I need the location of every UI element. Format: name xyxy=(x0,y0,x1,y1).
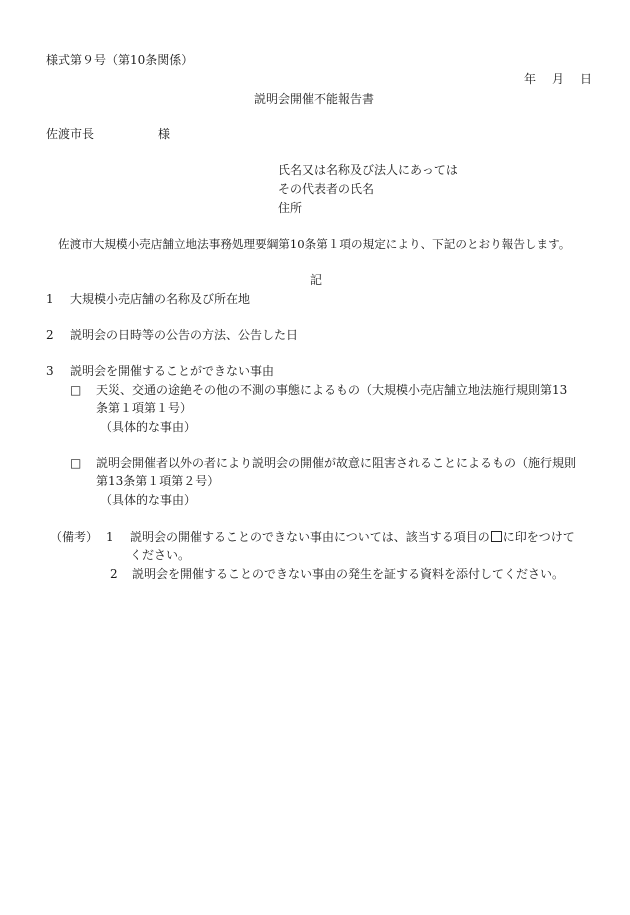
notes-label: （備考） xyxy=(50,530,99,544)
reason-2-line1: 説明会開催者以外の者により説明会の開催が故意に阻害されることによるもの（施行規則 xyxy=(96,456,577,470)
item-3-number: 3 xyxy=(46,364,54,378)
note-1-line2: ください。 xyxy=(130,548,191,562)
item-3-text: 説明会を開催することができない事由 xyxy=(70,364,275,378)
note-2-text: 説明会を開催することのできない事由の発生を証する資料を添付してください。 xyxy=(132,567,565,581)
form-number: 様式第９号（第10条関係） xyxy=(46,53,194,67)
reason-1-line1: 天災、交通の途絶その他の不測の事態によるもの（大規模小売店舗立地法施行規則第13 xyxy=(96,383,568,397)
date-placeholder: 年 月 日 xyxy=(524,72,595,86)
applicant-name-line2: その代表者の氏名 xyxy=(278,182,375,196)
reason-2-line2: 第13条第１項第２号） xyxy=(96,474,220,488)
addressee-honorific: 様 xyxy=(158,127,171,141)
applicant-address: 住所 xyxy=(278,201,303,215)
note-1-number: 1 xyxy=(106,530,114,544)
reason-1-detail: （具体的な事由） xyxy=(100,420,197,434)
document-title: 説明会開催不能報告書 xyxy=(254,92,375,106)
addressee-mayor: 佐渡市長 xyxy=(46,127,95,141)
item-1-text: 大規模小売店舗の名称及び所在地 xyxy=(70,292,251,306)
item-2-number: 2 xyxy=(46,328,54,342)
reason-1-checkbox[interactable]: □ xyxy=(70,383,82,397)
note-1-line1 xyxy=(130,529,575,545)
item-2-text: 説明会の日時等の公告の方法、公告した日 xyxy=(70,328,299,342)
note-2-number: 2 xyxy=(110,567,118,581)
reason-1-line2: 条第１項第１号） xyxy=(96,401,193,415)
note-1-text-before: 説明会の開催することのできない事由については、該当する項目の xyxy=(130,530,490,544)
intro-paragraph: 佐渡市大規模小売店舗立地法事務処理要綱第10条第１項の規定により、下記のとおり報告します。 xyxy=(58,237,571,251)
ki-heading: 記 xyxy=(310,273,323,287)
item-1-number: 1 xyxy=(46,292,54,306)
reason-2-detail: （具体的な事由） xyxy=(100,493,197,507)
note-1-text-after: に印をつけて xyxy=(502,530,575,544)
checkbox-icon xyxy=(491,531,502,542)
applicant-name-line1: 氏名又は名称及び法人にあっては xyxy=(278,163,458,177)
reason-2-checkbox[interactable]: □ xyxy=(70,456,82,470)
